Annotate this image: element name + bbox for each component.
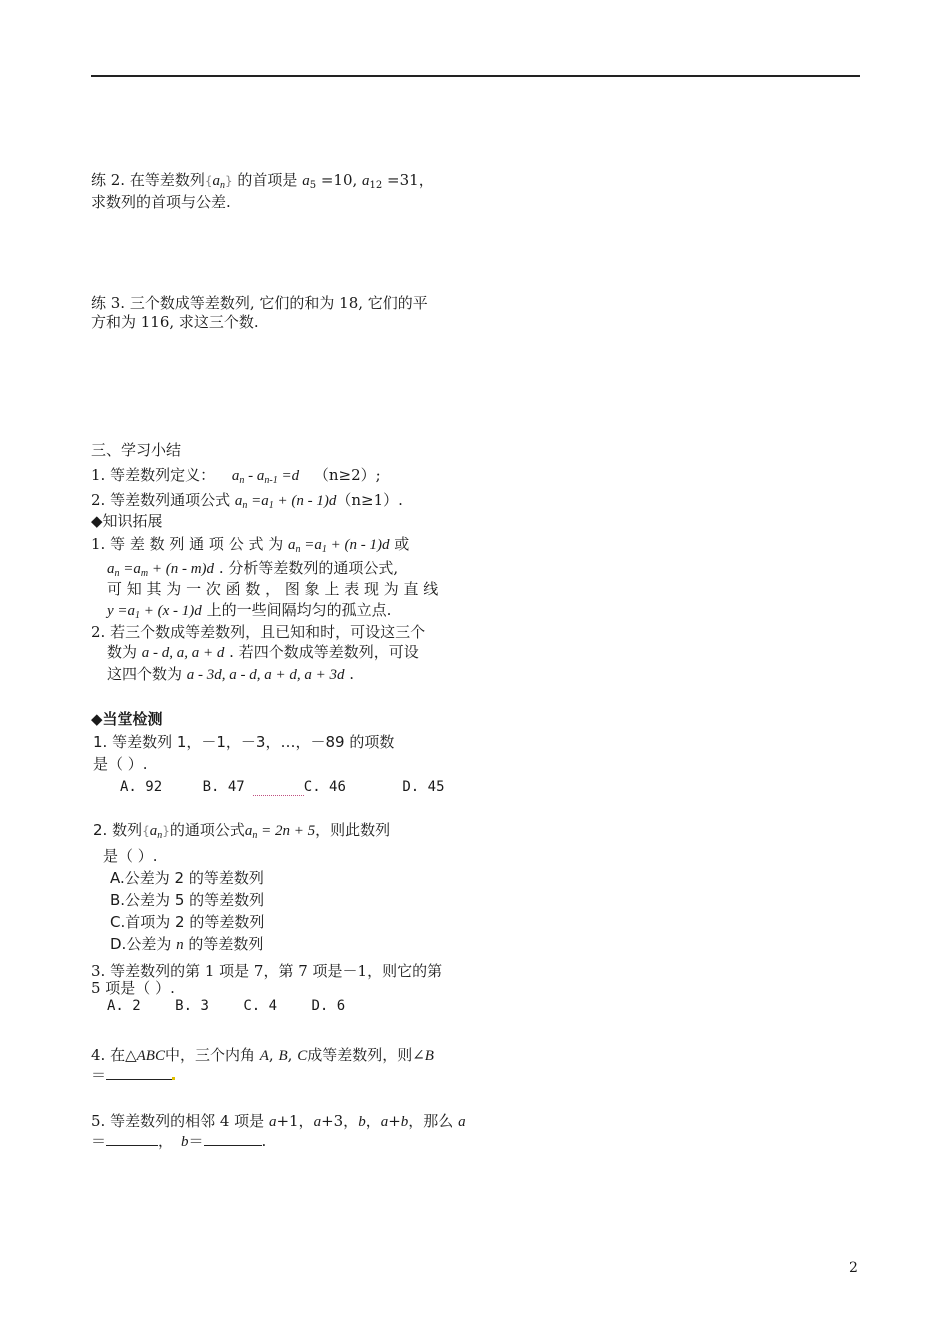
summary-item-2-condition: （n≥1）.	[336, 491, 403, 509]
q4-sep: ,	[268, 1046, 279, 1064]
exercise-2-line2: 求数列的首项与公差.	[91, 193, 231, 211]
q1-options	[120, 777, 445, 798]
q5-line2	[91, 1131, 266, 1153]
q4-answer-blank[interactable]	[106, 1065, 172, 1080]
q1-option-c: C. 46	[303, 779, 346, 795]
seq-symbol: a	[149, 823, 158, 839]
brace-right: }	[162, 824, 170, 838]
f-sub: n	[114, 568, 120, 579]
exercise-3-line1: 练 3. 三个数成等差数列, 它们的和为 18, 它们的平	[91, 294, 428, 312]
summary-item-2-label: 2. 等差数列通项公式	[91, 491, 235, 509]
extension-item-1-line1	[91, 534, 409, 560]
q2-formula	[245, 823, 315, 839]
q4-text: 中，三个内角	[164, 1046, 260, 1064]
q2-option-d-n: n	[176, 937, 184, 953]
q5-var-a: a	[458, 1114, 466, 1130]
q3-option-b: B. 3	[175, 998, 209, 1014]
q5-equals: ＝	[188, 1132, 204, 1150]
brace-right: }	[225, 174, 233, 188]
f-end: + (n - 1)d	[273, 493, 337, 509]
q3-option-a: A. 2	[107, 998, 141, 1014]
f-end: + (n - m)d	[148, 561, 215, 577]
f-sub: n	[242, 500, 248, 511]
q4-sep: ,	[287, 1046, 298, 1064]
q4-line1	[91, 1045, 434, 1067]
f-sub: 1	[268, 500, 274, 511]
extension-item-2-line2	[107, 642, 419, 664]
ext-formula	[107, 561, 214, 577]
summary-title: 三、学习小结	[91, 441, 182, 459]
q5-var-b: b	[181, 1134, 189, 1150]
q5-term: b	[358, 1114, 366, 1130]
summary-item-1-formula	[232, 468, 299, 484]
q5-term: a	[380, 1114, 389, 1130]
f-end: + (n - 1)d	[326, 537, 390, 553]
q1-line1: 1. 等差数列 1，－1，－3，…，－89 的项数	[93, 733, 395, 751]
mark	[172, 1077, 175, 1080]
f-mid: =a	[247, 493, 269, 509]
extension-item-1-line3: 可 知 其 为 一 次 函 数 ， 图 象 上 表 现 为 直 线	[107, 580, 439, 598]
a12-symbol: a	[362, 173, 370, 189]
q5-equals: ＝	[91, 1132, 107, 1150]
q5-term: a	[313, 1114, 322, 1130]
extension-item-2-line1: 2. 若三个数成等差数列，且已知和时，可设这三个	[91, 623, 426, 641]
q5-line1	[91, 1111, 466, 1133]
f-sub: n	[295, 544, 301, 555]
seq-subscript: n	[220, 180, 225, 191]
q5-end: .	[261, 1132, 267, 1150]
f-a: y =a	[107, 603, 136, 619]
q3-options	[107, 996, 345, 1017]
f-sub: m	[140, 568, 149, 579]
q1-option-d: D. 45	[402, 779, 445, 795]
q4-triangle: ABC	[136, 1048, 165, 1064]
q2-option-a: A.公差为 2 的等差数列	[110, 869, 264, 887]
ext-text: 上的一些间隔均匀的孤立点.	[201, 601, 392, 619]
a12-subscript: 12	[369, 180, 383, 191]
q4-text: 4. 在△	[91, 1046, 137, 1064]
q2-text: 2. 数列	[93, 821, 143, 839]
header-rule	[91, 75, 860, 77]
q4-equals: ＝	[91, 1066, 107, 1084]
summary-item-1-label: 1. 等差数列定义：	[91, 466, 216, 484]
q1-option-gap	[253, 779, 304, 796]
ext-text: 或	[389, 535, 410, 553]
a5-symbol: a	[302, 173, 310, 189]
q3-option-d: D. 6	[311, 998, 346, 1014]
seq-subscript: n	[157, 830, 163, 841]
f-a: a	[107, 561, 115, 577]
q3-line2: 5 项是（ ）.	[91, 979, 175, 997]
f-end: = 2n + 5	[257, 823, 316, 839]
brace-left: {	[142, 824, 150, 838]
f-a: a	[244, 823, 253, 839]
q5-term: a	[268, 1114, 277, 1130]
q5-term: +3，	[321, 1112, 359, 1130]
q3-line1: 3. 等差数列的第 1 项是 7，第 7 项是－1，则它的第	[91, 962, 443, 980]
q1-option-b: B. 47	[202, 779, 245, 795]
ext-formula: a - 3d, a - d, a + d, a + 3d	[186, 667, 345, 683]
q4-angle-b: B	[424, 1048, 434, 1064]
ext-formula	[288, 537, 389, 553]
f-end: + (x - 1)d	[140, 603, 202, 619]
exercise-3-line2: 方和为 116, 求这三个数.	[91, 313, 259, 331]
a12-value: =31，	[382, 171, 434, 189]
ex2-text-2: 的首项是	[232, 171, 303, 189]
summary-item-1-condition: （n≥2）;	[313, 466, 381, 484]
summary-item-2-formula	[235, 493, 336, 509]
extension-title: ◆知识拓展	[91, 512, 163, 530]
extension-item-2-line3	[107, 664, 354, 686]
q1-option-a: A. 92	[120, 779, 163, 795]
seq-symbol: a	[212, 173, 220, 189]
q5-term: +1，	[276, 1112, 314, 1130]
ext-formula	[107, 603, 202, 619]
q1-line2: 是（ ）.	[93, 755, 148, 773]
q2-option-d	[110, 934, 263, 956]
q5-answer-b-blank[interactable]	[204, 1131, 262, 1146]
q5-answer-a-blank[interactable]	[106, 1131, 158, 1146]
ext-text: . 分析等差数列的通项公式,	[214, 559, 399, 577]
q2-line1	[93, 820, 390, 846]
q2-text: 的通项公式	[169, 821, 245, 839]
ex2-text: 练 2. 在等差数列	[91, 171, 205, 189]
q3-option-c: C. 4	[243, 998, 278, 1014]
a5-subscript: 5	[309, 180, 317, 191]
ext-text: . 若四个数成等差数列，可设	[224, 643, 419, 661]
q2-line2: 是（ ）.	[103, 847, 158, 865]
q5-text: ，那么	[408, 1112, 459, 1130]
f-a: a	[231, 468, 240, 484]
q2-option-b: B.公差为 5 的等差数列	[110, 891, 265, 909]
q4-line2	[91, 1065, 175, 1086]
q5-text: 5. 等差数列的相邻 4 项是	[91, 1112, 269, 1130]
ext-text: .	[344, 665, 355, 683]
f-mid: - a	[244, 468, 265, 484]
a5-value: =10,	[316, 171, 363, 189]
f-sub: 1	[135, 610, 141, 621]
q5-term: b	[400, 1114, 409, 1130]
f-a: a	[234, 493, 243, 509]
f-sub: n	[252, 830, 258, 841]
ext-text: 1. 等 差 数 列 通 项 公 式 为	[91, 535, 288, 553]
brace-left: {	[204, 174, 213, 188]
f-mid: =a	[300, 537, 322, 553]
q2-option-d-text: 的等差数列	[183, 935, 264, 953]
q4-angle-b: B	[278, 1048, 288, 1064]
q2-option-c: C.首项为 2 的等差数列	[110, 913, 265, 931]
q2-text: ，则此数列	[315, 821, 391, 839]
q4-angle-a: A	[259, 1048, 269, 1064]
q2-option-d-text: D.公差为	[110, 935, 177, 953]
f-sub: 1	[321, 544, 327, 555]
q5-sep: ，	[158, 1132, 174, 1150]
f-sub: n	[239, 475, 245, 486]
ext-formula: a - d, a, a + d	[141, 645, 225, 661]
q5-term: +	[388, 1112, 401, 1130]
check-title: ◆当堂检测	[91, 710, 163, 728]
f-sub: n-1	[264, 475, 278, 486]
page-number: 2	[849, 1260, 858, 1276]
f-end: =d	[277, 468, 300, 484]
q4-text: 成等差数列，则∠	[307, 1046, 425, 1064]
summary-item-1	[91, 465, 381, 491]
q5-term: ，	[365, 1112, 381, 1130]
ext-text: 这四个数为	[107, 665, 187, 683]
f-mid: =a	[119, 561, 141, 577]
f-a: a	[288, 537, 296, 553]
q4-angle-c: C	[297, 1048, 308, 1064]
ext-text: 数为	[107, 643, 142, 661]
